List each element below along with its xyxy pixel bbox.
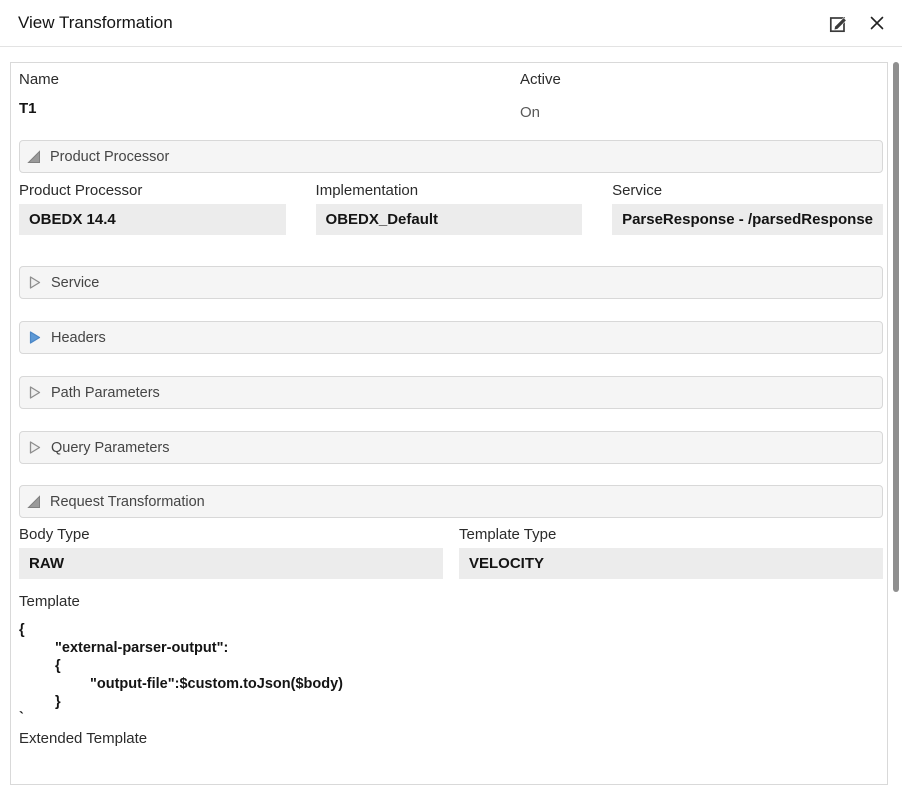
template-line: "external-parser-output":	[55, 640, 229, 656]
name-value: T1	[19, 100, 37, 117]
triangle-collapsed-icon	[27, 330, 42, 345]
section-title: Headers	[51, 329, 106, 346]
request-transformation-fields	[19, 527, 883, 579]
section-title: Product Processor	[50, 148, 170, 165]
template-line: `	[19, 710, 24, 726]
body-type-label: Body Type	[19, 526, 90, 543]
service-field	[612, 183, 883, 235]
name-label: Name	[19, 71, 60, 88]
triangle-collapsed-icon	[27, 385, 42, 400]
titlebar-actions	[826, 11, 902, 35]
implementation-field	[316, 183, 583, 235]
section-header-query-parameters[interactable]	[19, 431, 883, 464]
close-icon[interactable]	[865, 11, 889, 35]
service-label: Service	[612, 182, 663, 199]
section-title: Request Transformation	[50, 493, 205, 510]
section-title: Query Parameters	[51, 439, 170, 456]
body-type-value: RAW	[19, 548, 443, 579]
section-title: Service	[51, 274, 100, 291]
dialog-titlebar	[0, 0, 902, 47]
triangle-expanded-icon	[27, 150, 41, 164]
template-line: }	[55, 694, 61, 710]
vertical-scrollbar[interactable]	[893, 62, 899, 592]
template-code	[19, 621, 883, 725]
extended-template-label: Extended Template	[19, 730, 148, 747]
section-header-service[interactable]	[19, 266, 883, 299]
active-label: Active	[520, 71, 561, 88]
edit-icon[interactable]	[826, 11, 850, 35]
triangle-collapsed-icon	[27, 275, 42, 290]
body-type-field	[19, 527, 443, 579]
general-info-row	[19, 72, 883, 121]
product-processor-field	[19, 183, 286, 235]
section-header-product-processor[interactable]	[19, 140, 883, 173]
service-value: ParseResponse - /parsedResponse	[612, 204, 883, 235]
template-line: "output-file":$custom.toJson($body)	[90, 676, 343, 692]
name-field	[19, 72, 520, 121]
section-header-headers[interactable]	[19, 321, 883, 354]
template-label: Template	[19, 593, 80, 610]
section-title: Path Parameters	[51, 384, 160, 401]
template-type-field	[459, 527, 883, 579]
template-line: {	[55, 658, 61, 674]
section-header-request-transformation[interactable]	[19, 485, 883, 518]
section-header-path-parameters[interactable]	[19, 376, 883, 409]
implementation-label: Implementation	[315, 182, 419, 199]
dialog-title: View Transformation	[18, 13, 173, 32]
product-processor-value: OBEDX 14.4	[19, 204, 286, 235]
triangle-collapsed-icon	[27, 440, 42, 455]
template-line: {	[19, 622, 25, 638]
triangle-expanded-icon	[27, 495, 41, 509]
product-processor-label: Product Processor	[19, 182, 143, 199]
content-panel	[10, 62, 888, 785]
implementation-value: OBEDX_Default	[316, 204, 583, 235]
active-field	[520, 72, 883, 121]
template-type-value: VELOCITY	[459, 548, 883, 579]
template-type-label: Template Type	[459, 526, 557, 543]
product-processor-fields	[19, 183, 883, 235]
active-value: On	[520, 104, 541, 121]
